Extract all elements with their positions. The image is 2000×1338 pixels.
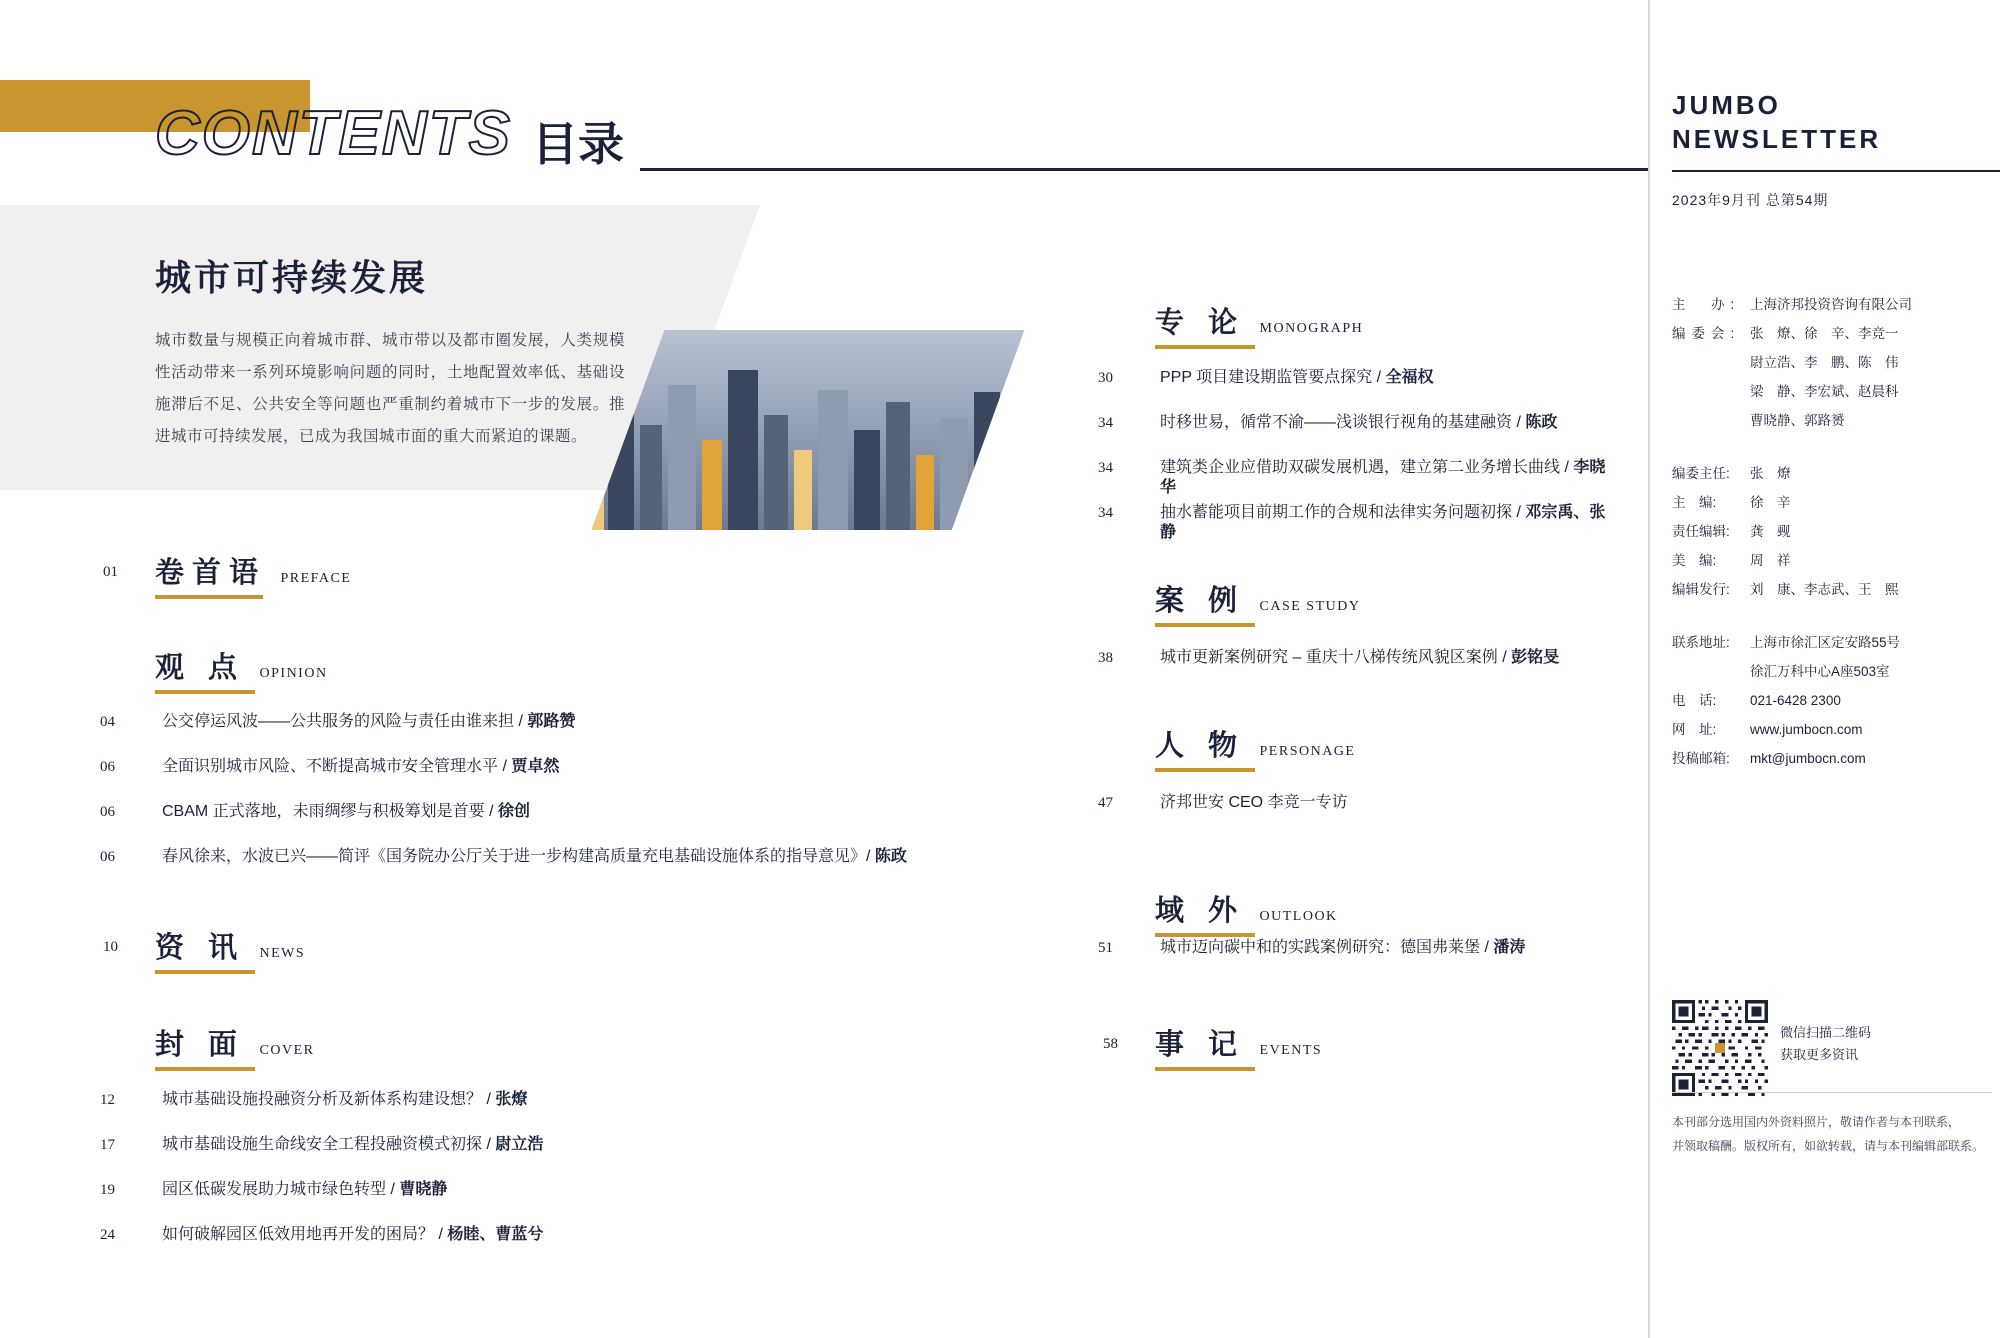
section-underline xyxy=(155,690,255,694)
feature-body: 城市数量与规模正向着城市群、城市带以及都市圈发展，人类规模性活动带来一系列环境影响问题的同时，土地配置效率低、基础设施滞后不足、公共安全等问题也严重制约着城市下一步的发展。推进城市可持续发展，已成为我国城市面的重大而紧迫的课题。 xyxy=(155,332,625,445)
credit-row xyxy=(1672,517,2000,546)
toc-author: 杨睦、曹蓝兮 xyxy=(447,1226,544,1243)
section-title-cn: 卷首语 xyxy=(155,557,267,589)
city-photo xyxy=(592,330,1025,530)
issue-label: 2023年9月刊 总第54期 xyxy=(1672,192,1829,208)
qr-caption xyxy=(1780,1022,1871,1066)
footnote-line-1: 本刊部分选用国内外资料照片，敬请作者与本刊联系， xyxy=(1672,1115,1961,1129)
credit-value: 张 燎 xyxy=(1750,466,1791,481)
contact-value: 徐汇万科中心A座503室 xyxy=(1750,664,1890,679)
toc-title: 济邦世安 CEO 李竞一专访 xyxy=(1160,794,1348,811)
toc-entry[interactable] xyxy=(1098,458,1618,498)
toc-author: 陈政 xyxy=(1525,414,1558,431)
toc-author: 张燎 xyxy=(495,1091,528,1108)
section-news xyxy=(103,925,306,974)
section-events xyxy=(1103,1022,1323,1071)
toc-entry[interactable] xyxy=(100,1135,1100,1155)
email-link[interactable]: mkt@jumbocn.com xyxy=(1750,751,1866,766)
toc-page: 38 xyxy=(1098,650,1113,666)
section-title-en: EVENTS xyxy=(1259,1043,1323,1058)
section-cover xyxy=(155,1022,314,1071)
city-photo-image xyxy=(592,330,1025,530)
credit-label: 美 编: xyxy=(1672,553,1717,568)
section-preface xyxy=(103,550,352,599)
credit-row xyxy=(1672,575,2000,604)
toc-author: 曹晓静 xyxy=(399,1181,448,1198)
section-title-cn: 观 点 xyxy=(155,652,246,684)
toc-page: 17 xyxy=(100,1137,115,1153)
toc-entry[interactable] xyxy=(100,1180,1100,1200)
contact-label: 网 址: xyxy=(1672,722,1717,737)
toc-title: 如何破解园区低效用地再开发的困局？ / 杨睦、曹蓝兮 xyxy=(162,1226,544,1243)
credit-label: 主 编: xyxy=(1672,495,1717,510)
toc-page: 04 xyxy=(100,714,115,730)
section-title-en: CASE STUDY xyxy=(1259,599,1361,614)
footnote-line-2: 并领取稿酬。版权所有，如欲转载，请与本刊编辑部联系。 xyxy=(1672,1139,1985,1153)
credit-label: 编委主任: xyxy=(1672,466,1730,481)
toc-title: 公交停运风波——公共服务的风险与责任由谁来担 / 郭路赞 xyxy=(162,713,576,730)
credit-value: 上海济邦投资咨询有限公司 xyxy=(1750,297,1912,312)
section-underline xyxy=(155,970,255,974)
toc-title: 城市更新案例研究 – 重庆十八梯传统风貌区案例 / 彭铭旻 xyxy=(1160,649,1560,666)
brand-divider xyxy=(1672,170,2000,172)
toc-title: CBAM 正式落地，未雨绸缪与积极筹划是首要 / 徐创 xyxy=(162,803,531,820)
toc-page: 06 xyxy=(100,759,115,775)
section-title-en: MONOGRAPH xyxy=(1259,321,1364,336)
section-underline xyxy=(1155,768,1255,772)
toc-page: 34 xyxy=(1098,505,1113,521)
section-opinion xyxy=(155,645,328,694)
toc-page: 06 xyxy=(100,804,115,820)
credit-label: 责任编辑: xyxy=(1672,524,1730,539)
toc-page: 24 xyxy=(100,1227,115,1243)
feature-title: 城市可持续发展 xyxy=(155,257,429,298)
section-underline xyxy=(1155,933,1255,937)
section-title-cn: 封 面 xyxy=(155,1029,246,1061)
section-title-en: COVER xyxy=(259,1043,315,1058)
toc-page: 47 xyxy=(1098,795,1113,811)
toc-author: 全福权 xyxy=(1385,369,1434,386)
credit-group-editorial xyxy=(1672,459,2000,604)
section-title-cn: 事 记 xyxy=(1155,1029,1246,1061)
toc-entry[interactable] xyxy=(1098,413,1618,433)
toc-title: 抽水蓄能项目前期工作的合规和法律实务问题初探 / 邓宗禹、张静 xyxy=(1160,504,1606,541)
toc-title: 建筑类企业应借助双碳发展机遇，建立第二业务增长曲线 / 李晓华 xyxy=(1160,459,1606,496)
contact-row xyxy=(1672,628,2000,657)
toc-author: 贾卓然 xyxy=(511,758,560,775)
header-divider xyxy=(640,168,1650,171)
qr-code[interactable] xyxy=(1672,1000,1768,1096)
toc-page: 51 xyxy=(1098,940,1113,956)
toc-title: 园区低碳发展助力城市绿色转型 / 曹晓静 xyxy=(162,1181,448,1198)
toc-entry[interactable] xyxy=(100,1225,1100,1245)
section-title-en: PERSONAGE xyxy=(1259,744,1356,759)
section-page-number: 58 xyxy=(1103,1036,1118,1052)
section-case-study xyxy=(1155,578,1360,627)
brand-line-1: JUMBO xyxy=(1672,90,1781,120)
credit-value: 曹晓静、郭路赟 xyxy=(1750,413,1845,428)
credit-value: 徐 辛 xyxy=(1750,495,1791,510)
credit-row xyxy=(1672,459,2000,488)
contents-heading-cn: 目录 xyxy=(532,118,624,170)
footnote-divider xyxy=(1672,1092,1992,1093)
credit-value: 龚 觋 xyxy=(1750,524,1791,539)
toc-title: 城市基础设施投融资分析及新体系构建设想？ / 张燎 xyxy=(162,1091,528,1108)
toc-page: 34 xyxy=(1098,415,1113,431)
section-title-cn: 专 论 xyxy=(1155,307,1246,339)
toc-title: 春风徐来，水波已兴——简评《国务院办公厅关于进一步构建高质量充电基础设施体系的指导意见》/ 陈政 xyxy=(162,848,907,865)
toc-title: 全面识别城市风险、不断提高城市安全管理水平 / 贾卓然 xyxy=(162,758,560,775)
toc-entry[interactable] xyxy=(1098,368,1618,388)
section-title-cn: 域 外 xyxy=(1155,895,1246,927)
toc-page: 06 xyxy=(100,849,115,865)
toc-entry[interactable] xyxy=(1098,938,1618,958)
toc-author: 郭路赞 xyxy=(527,713,576,730)
toc-page: 19 xyxy=(100,1182,115,1198)
sidebar xyxy=(1672,0,2000,1338)
contents-heading-en: CONTENTS xyxy=(155,99,512,168)
section-title-cn: 人 物 xyxy=(1155,730,1246,762)
credit-value: 尉立浩、李 鹏、陈 伟 xyxy=(1750,355,1899,370)
toc-entry[interactable] xyxy=(100,757,1100,777)
section-page-number: 01 xyxy=(103,564,118,580)
toc-author: 邓宗禹、张静 xyxy=(1160,504,1606,541)
section-monograph xyxy=(1155,300,1363,349)
credit-row xyxy=(1672,546,2000,575)
toc-author: 徐创 xyxy=(498,803,531,820)
brand-line-2: NEWSLETTER xyxy=(1672,124,1882,154)
column-divider xyxy=(1648,0,1650,1338)
contact-value: 021-6428 2300 xyxy=(1750,693,1841,708)
credit-label: 编辑发行: xyxy=(1672,582,1730,597)
contact-label: 投稿邮箱: xyxy=(1672,751,1730,766)
section-title-cn: 案 例 xyxy=(1155,585,1246,617)
toc-author: 潘涛 xyxy=(1493,939,1526,956)
toc-title: PPP 项目建设期监管要点探究 / 全福权 xyxy=(1160,369,1434,386)
footnote xyxy=(1672,1110,1992,1158)
section-title-en: NEWS xyxy=(259,946,306,961)
section-title-cn: 资 讯 xyxy=(155,932,246,964)
contact-value: 上海市徐汇区定安路55号 xyxy=(1750,635,1901,650)
toc-author: 尉立浩 xyxy=(495,1136,544,1153)
toc-entry[interactable] xyxy=(100,802,1100,822)
toc-page: 12 xyxy=(100,1092,115,1108)
credit-row xyxy=(1672,488,2000,517)
credit-value: 刘 康、李志武、王 熙 xyxy=(1750,582,1899,597)
section-title-en: OUTLOOK xyxy=(1259,909,1338,924)
section-title-en: PREFACE xyxy=(280,571,352,586)
toc-author: 陈政 xyxy=(874,848,907,865)
toc-entry[interactable] xyxy=(100,847,1100,867)
section-underline xyxy=(155,595,263,599)
section-page-number: 10 xyxy=(103,939,118,955)
qr-caption-line-2: 获取更多资讯 xyxy=(1780,1047,1859,1062)
toc-entry[interactable] xyxy=(1098,503,1618,543)
credit-label: 主 办: xyxy=(1672,297,1741,312)
credit-group-contact xyxy=(1672,628,2000,773)
section-underline xyxy=(1155,345,1255,349)
contact-row[interactable] xyxy=(1672,715,2000,744)
qr-caption-line-1: 微信扫描二维码 xyxy=(1780,1025,1872,1040)
contact-label: 联系地址: xyxy=(1672,635,1730,650)
contact-row[interactable] xyxy=(1672,744,2000,773)
website-link[interactable]: www.jumbocn.com xyxy=(1750,722,1863,737)
section-underline xyxy=(155,1067,255,1071)
toc-entry[interactable] xyxy=(1098,793,1618,813)
credit-value: 张 燎、徐 辛、李竞一 xyxy=(1750,326,1899,341)
credit-row xyxy=(1672,319,2000,348)
brand-title xyxy=(1672,88,1881,156)
credit-label: 编委会: xyxy=(1672,326,1741,341)
section-underline xyxy=(1155,623,1255,627)
credit-value: 梁 静、李宏斌、赵晨科 xyxy=(1750,384,1899,399)
toc-entry[interactable] xyxy=(100,712,1100,732)
toc-page: 30 xyxy=(1098,370,1113,386)
section-underline xyxy=(1155,1067,1255,1071)
toc-title: 城市迈向碳中和的实践案例研究：德国弗莱堡 / 潘涛 xyxy=(1160,939,1526,956)
toc-entry[interactable] xyxy=(100,1090,1100,1110)
section-personage xyxy=(1155,723,1355,772)
toc-author: 李晓华 xyxy=(1160,459,1606,496)
credit-value: 周 祥 xyxy=(1750,553,1791,568)
contact-label: 电 话: xyxy=(1672,693,1717,708)
toc-title: 城市基础设施生命线安全工程投融资模式初探 / 尉立浩 xyxy=(162,1136,544,1153)
toc-title: 时移世易，循常不渝——浅谈银行视角的基建融资 / 陈政 xyxy=(1160,414,1558,431)
toc-author: 彭铭旻 xyxy=(1511,649,1560,666)
toc-page: 34 xyxy=(1098,460,1113,476)
credit-row xyxy=(1672,290,2000,319)
contact-row xyxy=(1672,686,2000,715)
section-title-en: OPINION xyxy=(259,666,328,681)
masthead-credits xyxy=(1672,290,2000,773)
toc-entry[interactable] xyxy=(1098,648,1618,668)
section-outlook xyxy=(1155,888,1338,937)
